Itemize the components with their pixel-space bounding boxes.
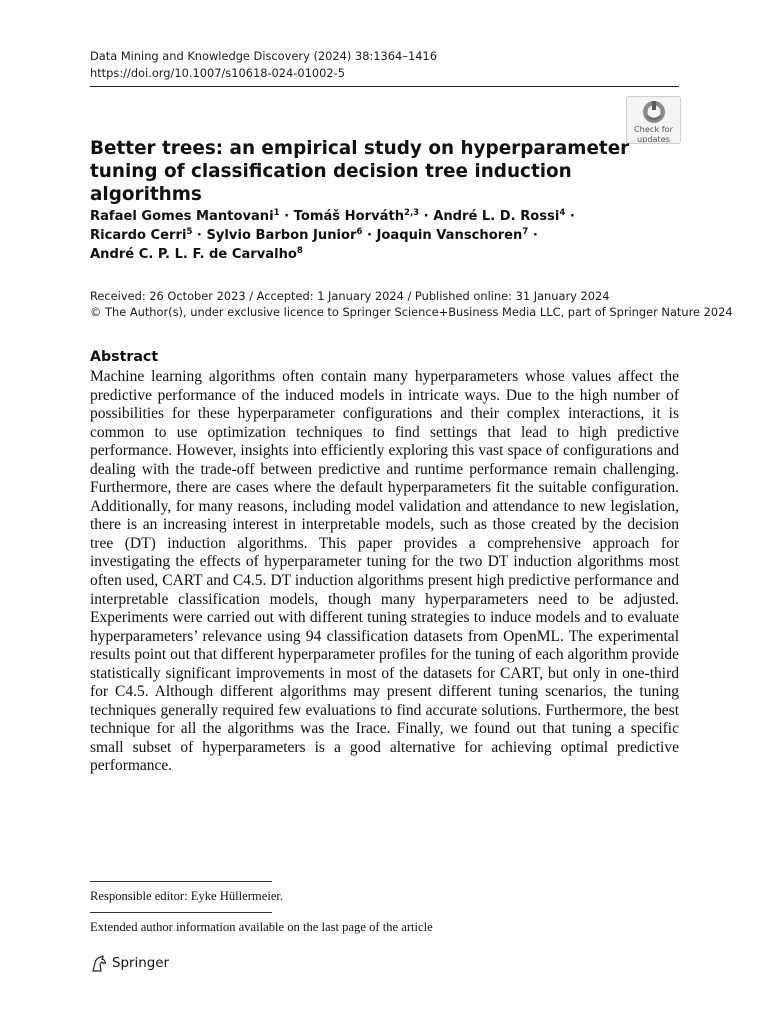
author-separator: · — [528, 228, 538, 243]
extended-author-info-note: Extended author information available on the last page of the article — [90, 920, 433, 934]
author-separator: · — [279, 209, 294, 224]
author[interactable] — [433, 209, 565, 224]
author[interactable] — [90, 209, 280, 224]
author-affiliation-marker: 2,3 — [404, 208, 420, 218]
author-separator: · — [565, 209, 575, 224]
publisher-name: Springer — [112, 956, 169, 971]
author-name: Tomáš Horváth — [293, 209, 405, 224]
author-affiliation-marker: 1 — [273, 208, 280, 218]
paper-title: Better trees: an empirical study on hyperparameter tuning of classification decision tree induction algorithms — [90, 138, 630, 205]
author-name: Rafael Gomes Mantovani — [90, 209, 274, 224]
abstract-heading: Abstract — [90, 349, 159, 365]
copyright-notice: © The Author(s), under exclusive licence to Springer Science+Business Media LLC, part of Springer Nature 2024 — [90, 305, 733, 319]
author-separator: · — [362, 228, 377, 243]
abstract-text: Machine learning algorithms often contain many hyperparameters whose values affect the predictive performance of the induced models in intricate ways. Due to the high number of possibilities for these hyperparameter configurations and their complex interactions, it is common to use optimization techniques to find settings that lead to high predictive performance. However, insights into efficiently exploring this vast space of configurations and dealing with the trade-off between predictive and runtime performance remain challenging. Furthermore, there are cases where the default hyperparameters fit the suitable configuration. Additionally, for many reasons, including model validation and attendance to new legislation, there is an increasing interest in interpretable models, such as those created by the decision tree (DT) induction algorithms. This paper provides a comprehensive approach for investigating the effects of hyperparameter tuning for the two DT induction algorithms most often used, CART and C4.5. DT induction algorithms present high predictive performance and interpretable classification models, though many hyperparameters need to be adjusted. Experiments were carried out with different tuning strategies to induce models and to evaluate hyperparameters’ relevance using 94 classification datasets from OpenML. The experimental results point out that different hyperparameter profiles for the tuning of each algorithm provide statistically significant improvements in most of the datasets for CART, but only in one-third for C4.5. Although different algorithms may present different tuning scenarios, the tuning techniques generally required few evaluations to find accurate solutions. Furthermore, the best technique for all the algorithms was the Irace. Finally, we found out that tuning a specific small subset of hyperparameters is a good alternative for achieving optimal predictive performance. — [90, 368, 679, 775]
author-name: Sylvio Barbon Junior — [206, 228, 357, 243]
author[interactable] — [90, 228, 192, 243]
author[interactable] — [294, 209, 419, 224]
author-name: Joaquin Vanschoren — [376, 228, 523, 243]
badge-line-1: Check for — [633, 124, 674, 134]
springer-horse-icon — [90, 955, 108, 973]
author-name: Ricardo Cerri — [90, 228, 187, 243]
responsible-editor-note: Responsible editor: Eyke Hüllermeier. — [90, 889, 284, 903]
springer-logo — [90, 955, 169, 973]
author-affiliation-marker: 8 — [296, 246, 303, 256]
author-name: André L. D. Rossi — [433, 209, 560, 224]
check-for-updates-icon — [642, 100, 666, 124]
publication-dates: Received: 26 October 2023 / Accepted: 1 January 2024 / Published online: 31 January 2024 — [90, 289, 610, 303]
doi-link[interactable]: https://doi.org/10.1007/s10618-024-01002-5 — [90, 66, 345, 80]
author-separator: · — [192, 228, 207, 243]
publication-info — [90, 288, 733, 320]
author[interactable] — [206, 228, 362, 243]
badge-line-2: updates — [636, 134, 671, 144]
author-list — [90, 207, 650, 264]
author[interactable] — [90, 247, 303, 262]
footnote-rule — [90, 881, 272, 882]
author-affiliation-marker: 6 — [356, 227, 363, 237]
footnote-rule-2 — [90, 912, 272, 913]
author-affiliation-marker: 4 — [559, 208, 566, 218]
header-rule — [90, 86, 679, 87]
author-name: André C. P. L. F. de Carvalho — [90, 247, 297, 262]
author-affiliation-marker: 5 — [186, 227, 193, 237]
journal-citation: Data Mining and Knowledge Discovery (2024) 38:1364–1416 — [90, 49, 437, 63]
author[interactable] — [377, 228, 529, 243]
author-affiliation-marker: 7 — [522, 227, 529, 237]
journal-header — [90, 48, 437, 82]
author-separator: · — [419, 209, 434, 224]
